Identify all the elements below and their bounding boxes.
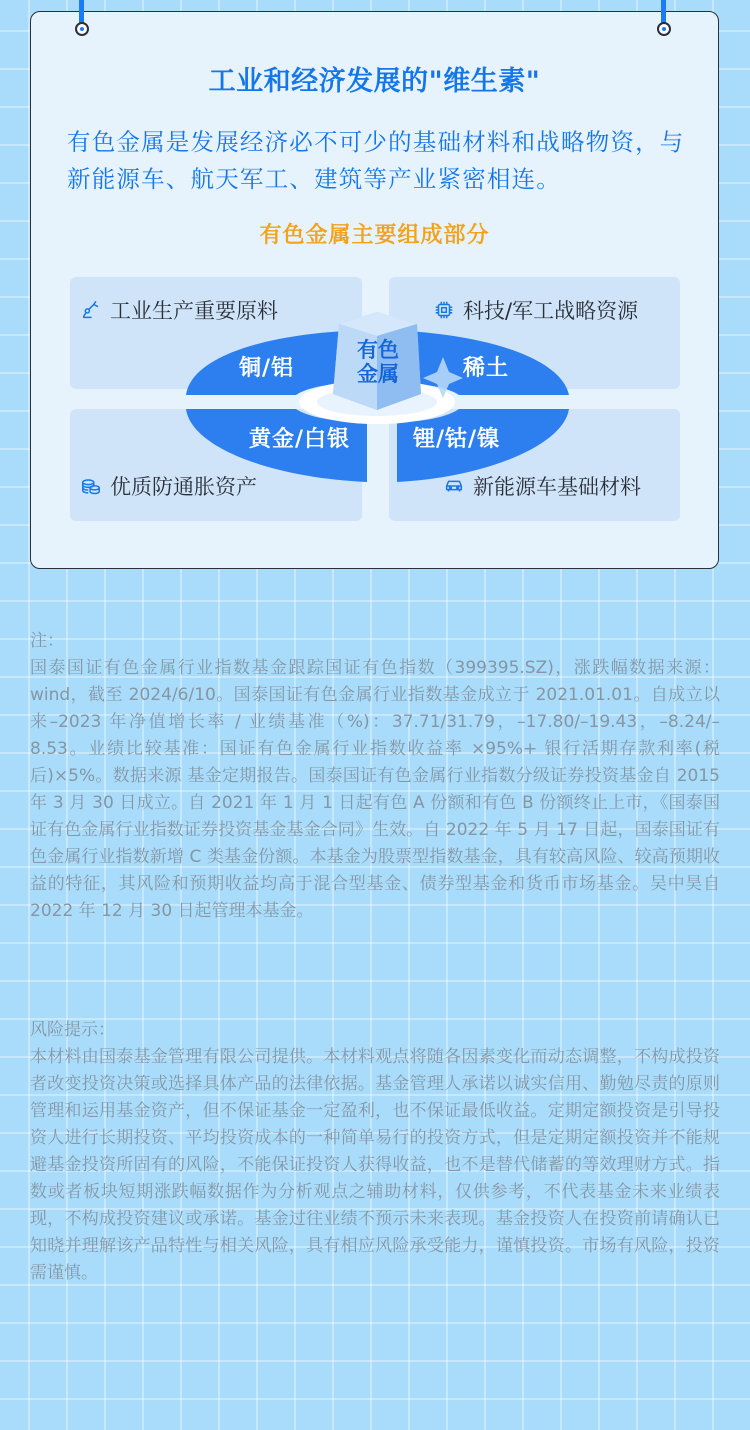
segment-label-copper-aluminum: 铜/铝 bbox=[239, 356, 295, 381]
risk-heading: 风险提示： bbox=[30, 1020, 115, 1040]
card-title: 工业和经济发展的"维生素" bbox=[208, 66, 541, 97]
notes-heading: 注： bbox=[30, 631, 64, 651]
binder-clip-right bbox=[657, 0, 671, 40]
info-card bbox=[30, 11, 719, 569]
center-label-nonferrous-metals: 有色金属 bbox=[357, 338, 399, 386]
notes-section bbox=[30, 628, 720, 925]
risk-body: 本材料由国泰基金管理有限公司提供。本材料观点将随各因素变化而动态调整，不构成投资者改变投资决策或选择具体产品的法律依据。基金管理人承诺以诚实信用、勤勉尽责的原则管理和运用基金资产，但不保证基金一定盈利，也不保证最低收益。定期定额投资是引导投资人进行长期投资、平均投资成本的一种简单易行的投资方式，但是定期定额投资并不能规避基金投资所固有的风险，不能保证投资人获得收益，也不是替代储蓄的等效理财方式。指数或者板块短期涨跌幅数据作为分析观点之辅助材料，仅供参考，不代表基金未来业绩表现，不构成投资建议或承诺。基金过往业绩不预示未来表现。基金投资人在投资前请确认已知晓并理解该产品特性与相关风险，具有相应风险承受能力，谨慎投资。市场有风险，投资需谨慎。 bbox=[30, 1047, 720, 1283]
diagram-subtitle: 有色金属主要组成部分 bbox=[259, 223, 490, 248]
segment-label-gold-silver: 黄金/白银 bbox=[249, 427, 351, 452]
quadrant-label-tech: 科技/军工战略资源 bbox=[463, 299, 639, 323]
quadrant-label-ev: 新能源车基础材料 bbox=[473, 475, 641, 499]
card-intro: 有色金属是发展经济必不可少的基础材料和战略物资，与新能源车、航天军工、建筑等产业紧密相连。 bbox=[67, 128, 685, 193]
components-diagram bbox=[181, 302, 571, 482]
quadrant-label-asset: 优质防通胀资产 bbox=[110, 475, 257, 499]
binder-clip-left bbox=[75, 0, 89, 40]
segment-label-lithium-cobalt-nickel: 锂/钴/镍 bbox=[413, 427, 501, 452]
coins-icon bbox=[80, 475, 102, 497]
notes-body: 国泰国证有色金属行业指数基金跟踪国证有色指数（399395.SZ)，涨跌幅数据来源：wind，截至 2024/6/10。国泰国证有色金属行业指数基金成立于 2021.01.01。自成立以来–2023 年净值增长率 / 业绩基准（%)：37.71/31.79，–17.80/–19.43，–8.24/–8.53。业绩比较基准：国证有色金属行业指数收益率 ×95%+ 银行活期存款利率(税后)×5%。数据来源 基金定期报告。国泰国证有色金属行业指数分级证券投资基金自 2015 年 3 月 30 日成立。自 2021 年 1 月 1 日起有色 A 份额和有色 B 份额终止上市，《国泰国证有色金属行业指数证券投资基金基金合同》生效。自 2022 年 5 月 17 日起，国泰国证有色金属行业指数新增 C 类基金份额。本基金为股票型指数基金，具有较高风险、较高预期收益的特征，其风险和预期收益均高于混合型基金、债券型基金和货币市场基金。吴中昊自 2022 年 12 月 30 日起管理本基金。 bbox=[30, 658, 720, 921]
robot-arm-icon bbox=[80, 299, 102, 321]
segment-label-rare-earth: 稀土 bbox=[463, 356, 510, 381]
risk-section bbox=[30, 1017, 720, 1287]
quadrant-label-industrial: 工业生产重要原料 bbox=[110, 299, 278, 323]
